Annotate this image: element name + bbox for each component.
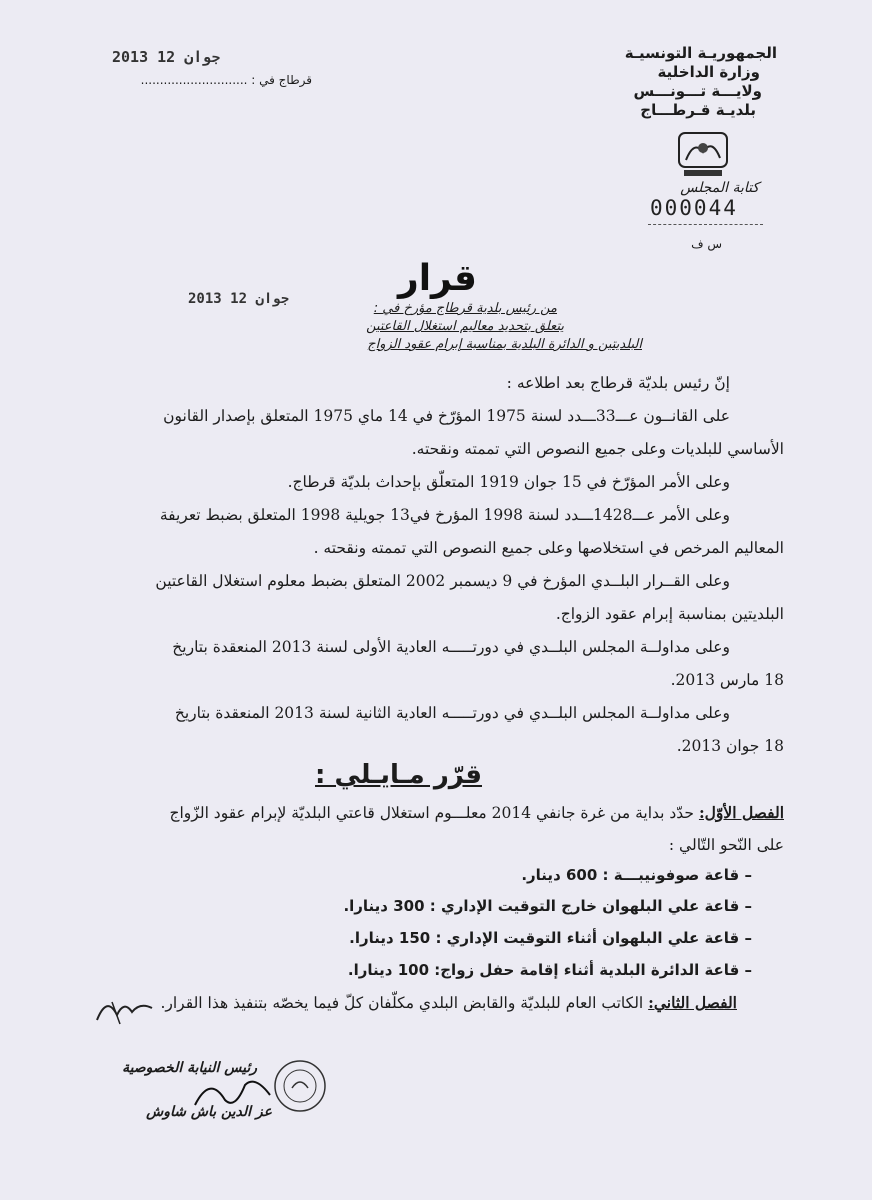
official-seal-icon xyxy=(272,1058,328,1114)
decree-subtitle-subject: يتعلق بتحديد معاليم استغلال القاعتين xyxy=(366,319,564,334)
intro-line: إنّ رئيس بلديّة قرطاج بعد اطلاعه : xyxy=(506,374,730,392)
carthage-emblem-icon xyxy=(676,130,732,180)
ref-decree-1998-line1: وعلى الأمر عـــ1428ـــدد لسنة 1998 المؤرخ في13 جويلية 1998 المتعلق بضبط تعريفة xyxy=(159,506,730,524)
article-2-text: الكاتب العام للبلديّة والقابض البلدي مكلّفان كلّ فيما يخصّه بتنفيذ هذا القرار. xyxy=(160,994,649,1012)
municipality-line: بلديـة قـرطـــاج xyxy=(640,101,756,119)
decision-heading: قرّر مـايـلي : xyxy=(315,760,482,790)
article-2-label: الفصل الثاني: xyxy=(648,993,737,1012)
governorate-line: ولايـــة تـــونـــس xyxy=(633,82,762,100)
ref-deliberation-march-line2: 18 مارس 2013. xyxy=(670,671,784,689)
fee-item-text: قاعة صوفونيبـــة : 600 دينار. xyxy=(521,866,740,884)
ministry-line: وزارة الداخلية xyxy=(657,63,760,81)
bullet-dash: – xyxy=(739,961,752,979)
article-1-text: حدّد بداية من غرة جانفي 2014 معلـــوم استغلال قاعتي البلديّة لإبرام عقود الزّواج xyxy=(169,804,699,822)
ref-order-2002-line1: وعلى القــرار البلــدي المؤرخ في 9 ديسمبر 2002 المتعلق بضبط معلوم استغلال القاعتين xyxy=(155,572,730,590)
article-1-continuation: على النّحو التّالي : xyxy=(668,836,784,854)
ref-law-1975-line1: على القانــون عـــ33ـــدد لسنة 1975 المؤرّخ في 14 ماي 1975 المتعلق بإصدار القانون xyxy=(163,407,730,425)
article-1 xyxy=(170,796,785,830)
decree-title: قرار xyxy=(397,258,477,299)
ref-law-1975-line2: الأساسي للبلديات وعلى جميع النصوص التي تممته ونقحته. xyxy=(411,440,784,458)
fee-item-text: قاعة علي البلهوان خارج التوقيت الإداري : 300 دينارا. xyxy=(343,897,740,915)
ref-order-2002-line2: البلديتين بمناسبة إبرام عقود الزواج. xyxy=(555,605,784,623)
registration-number: 000044 xyxy=(650,196,738,220)
fee-item xyxy=(521,858,752,892)
reg-number-underline xyxy=(648,224,763,225)
ref-decree-1919: وعلى الأمر المؤرّخ في 15 جوان 1919 المتعلّق بإحداث بلديّة قرطاج. xyxy=(287,473,730,491)
ref-deliberation-june-line2: 18 جوان 2013. xyxy=(676,737,784,755)
fee-item-text: قاعة الدائرة البلدية أثناء إقامة حفل زواج: 100 دينارا. xyxy=(347,961,740,979)
fee-item xyxy=(349,921,752,955)
signatory-name: عز الدين باش شاوش xyxy=(146,1104,272,1120)
initials-scribble-icon xyxy=(92,990,162,1030)
decree-subtitle-scope: البلديتين و الدائرة البلدية بمناسبة إبرام عقود الزواج xyxy=(367,337,642,352)
ref-deliberation-march-line1: وعلى مداولــة المجلس البلــدي في دورتـــــه العادية الأولى لسنة 2013 المنعقدة بتاريخ xyxy=(172,638,730,656)
bullet-dash: – xyxy=(739,929,752,947)
ref-decree-1998-line2: المعاليم المرخص في استخلاصها وعلى جميع النصوص التي تممته ونقحته . xyxy=(313,539,784,557)
ref-deliberation-june-line1: وعلى مداولــة المجلس البلــدي في دورتـــــه العادية الثانية لسنة 2013 المنعقدة بتاريخ xyxy=(174,704,730,722)
article-1-label: الفصل الأوّل: xyxy=(698,803,784,822)
republic-line: الجمهوريـة التونسيـة xyxy=(624,44,777,62)
bullet-dash: – xyxy=(739,866,752,884)
fee-item-text: قاعة علي البلهوان أثناء التوقيت الإداري : 150 دينارا. xyxy=(349,929,740,947)
reference-initials: س ف xyxy=(691,237,722,251)
decree-date-stamp: 2013 جوان 12 xyxy=(188,291,290,307)
bullet-dash: – xyxy=(739,897,752,915)
fee-item xyxy=(343,889,752,923)
fee-item xyxy=(348,953,752,987)
decree-subtitle-issuer: من رئيس بلدية قرطاج مؤرخ في : xyxy=(373,301,557,316)
date-stamp: 2013 جوان 12 xyxy=(112,48,221,66)
council-office-label: كتابة المجلس xyxy=(680,180,759,196)
signatory-title: رئيس النيابة الخصوصية xyxy=(122,1060,257,1076)
place-date-line: قرطاج في : ............................ xyxy=(140,73,312,87)
article-2 xyxy=(160,986,737,1020)
